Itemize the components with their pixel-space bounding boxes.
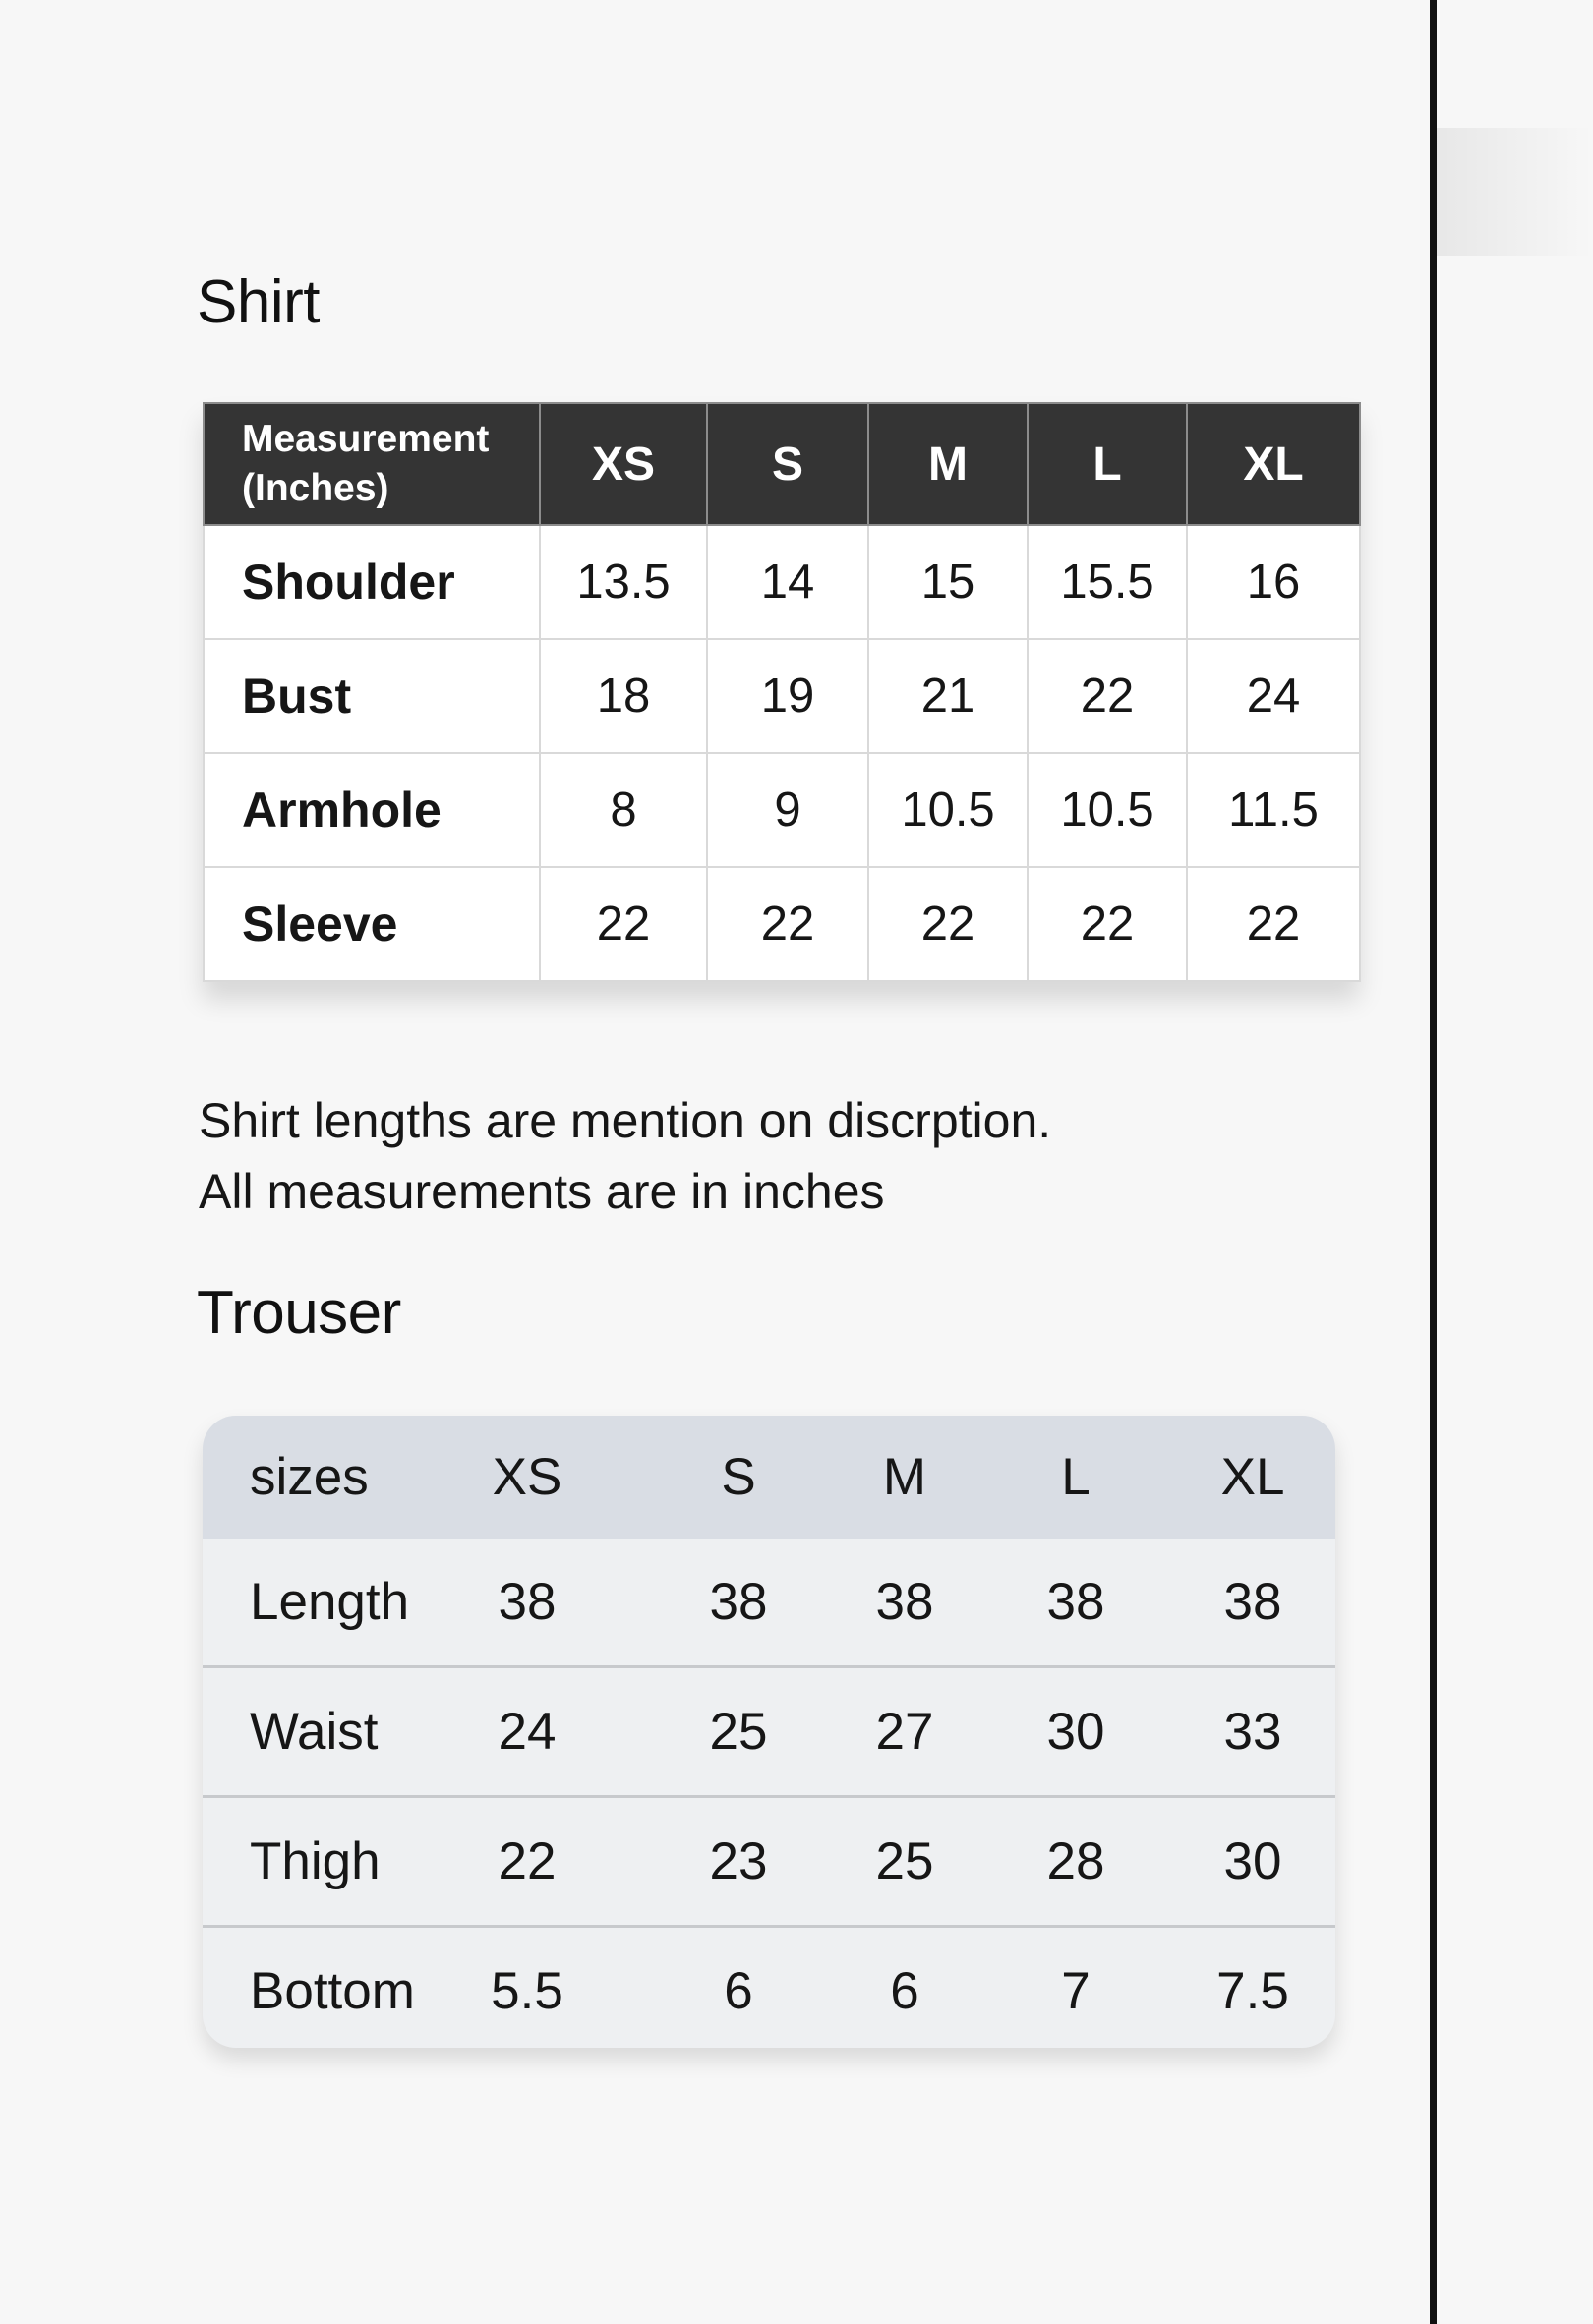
shirt-cell: 10.5 [868,753,1028,867]
shirt-header-size-s: S [707,403,868,525]
shirt-cell: 11.5 [1187,753,1360,867]
trouser-header-row: sizes XS S M L XL [203,1416,1335,1539]
shirt-cell: 22 [868,867,1028,981]
shirt-cell: 10.5 [1028,753,1187,867]
shirt-cell: 18 [540,639,707,753]
edge-shadow [1437,128,1593,256]
shirt-header-size-xl: XL [1187,403,1360,525]
shirt-cell: 22 [540,867,707,981]
trouser-row-label: Thigh [250,1832,381,1890]
shirt-row-label: Shoulder [204,525,540,639]
shirt-cell: 22 [1187,867,1360,981]
shirt-cell: 22 [1028,639,1187,753]
note-line-1: Shirt lengths are mention on discrption. [199,1093,1052,1148]
shirt-section-title: Shirt [197,268,320,336]
shirt-cell: 21 [868,639,1028,753]
trouser-row-length: Length 38 38 38 38 38 [203,1539,1335,1668]
trouser-row-thigh: Thigh 22 23 25 28 30 [203,1798,1335,1928]
shirt-row-label: Bust [204,639,540,753]
trouser-section-title: Trouser [197,1279,401,1347]
shirt-row-sleeve [204,867,1360,981]
shirt-cell: 9 [707,753,868,867]
shirt-row-shoulder [204,525,1360,639]
shirt-size-table [203,402,1359,982]
shirt-row-label: Armhole [204,753,540,867]
shirt-header-size-xs: XS [540,403,707,525]
trouser-row-label: Bottom [250,1962,415,2020]
shirt-cell: 15 [868,525,1028,639]
shirt-cell: 22 [1028,867,1187,981]
shirt-header-label-line2: (Inches) [242,467,389,509]
trouser-size-table [203,1416,1335,2048]
trouser-row-label: Waist [250,1703,379,1761]
shirt-cell: 8 [540,753,707,867]
shirt-row-label: Sleeve [204,867,540,981]
note-line-2: All measurements are in inches [199,1164,885,1219]
shirt-row-bust [204,639,1360,753]
trouser-row-bottom: Bottom 5.5 6 6 7 7.5 [203,1928,1335,2048]
shirt-header-size-m: M [868,403,1028,525]
shirt-cell: 22 [707,867,868,981]
page-edge-rule [1430,0,1437,2324]
shirt-cell: 16 [1187,525,1360,639]
trouser-header-label: sizes [250,1448,369,1506]
shirt-cell: 15.5 [1028,525,1187,639]
trouser-row-label: Length [250,1573,410,1631]
shirt-cell: 19 [707,639,868,753]
shirt-cell: 14 [707,525,868,639]
shirt-cell: 24 [1187,639,1360,753]
shirt-cell: 13.5 [540,525,707,639]
shirt-header-row [204,403,1360,525]
shirt-row-armhole [204,753,1360,867]
trouser-row-waist: Waist 24 25 27 30 33 [203,1668,1335,1798]
shirt-header-size-l: L [1028,403,1187,525]
shirt-header-label-line1: Measurement [242,418,490,460]
shirt-header-measurement [204,403,540,525]
size-notes [199,1085,1051,1227]
